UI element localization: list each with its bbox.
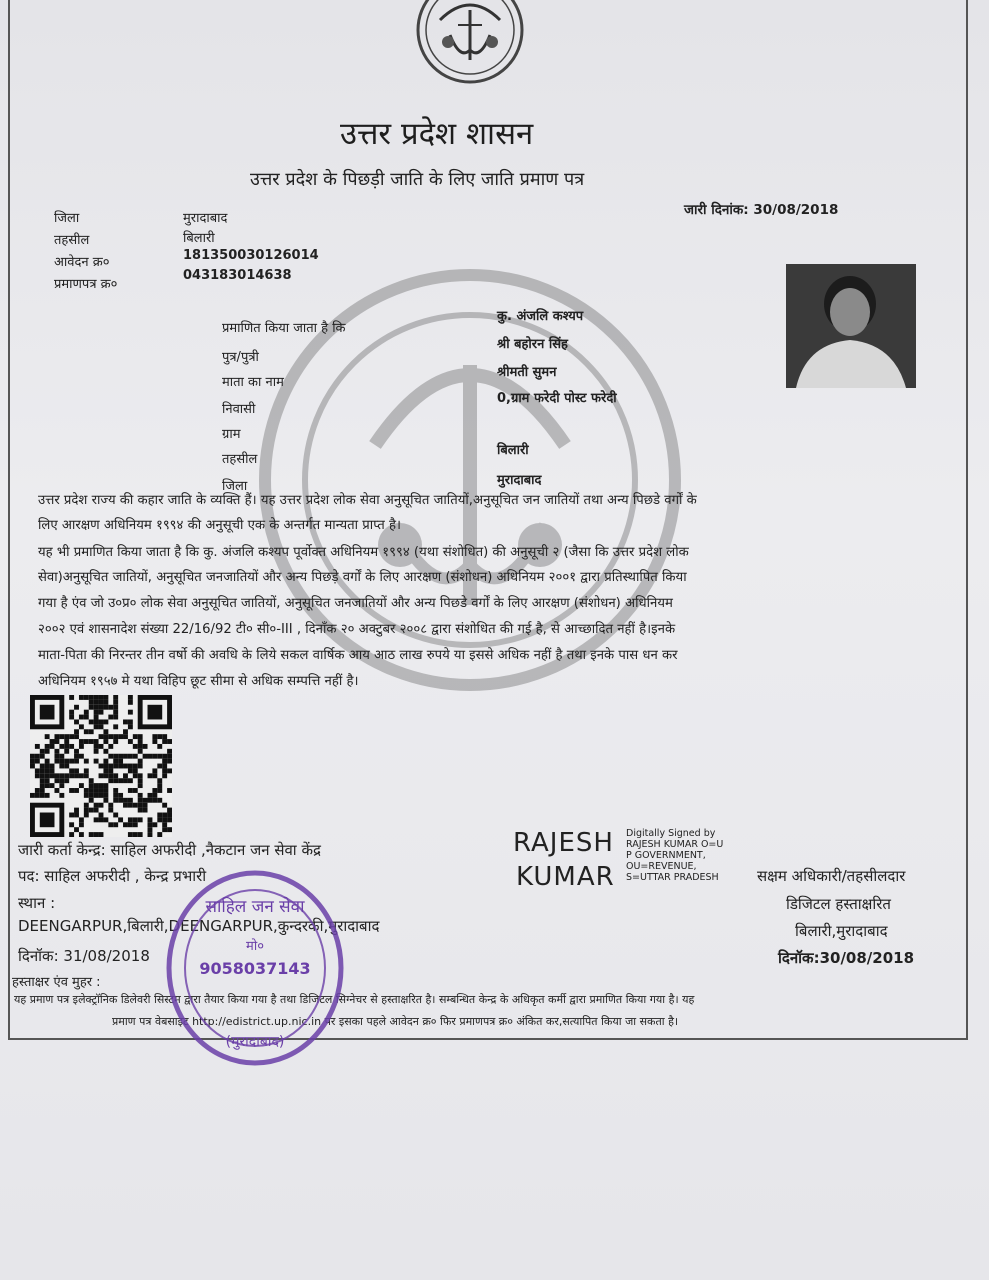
digital-sig-line: RAJESH KUMAR O=U — [626, 839, 724, 850]
body-line-4: सेवा)अनुसूचित जातियों, अनुसूचित जनजातियों और अन्य पिछड़े वर्गों के लिए आरक्षण (संशोधन) अधिनियम २००१ द्वारा प्रतिस्थापित किया — [38, 570, 687, 585]
footer-line-2: प्रमाण पत्र वेबसाइट http://edistrict.up.nic.in पर इसका पहले आवेदन क्र० फिर प्रमाणपत्र क्र० अंकित कर,सत्यापित किया जा सकता है। — [112, 1015, 679, 1028]
body-line-6: २००२ एवं शासनादेश संख्या 22/16/92 टी० सी०-III , दिनॉंक २० अक्टुबर २००८ द्वारा संशोधित की गई है, से आच्छादित नहीं है।इनके — [38, 622, 676, 637]
mother-name: श्रीमती सुमन — [497, 365, 557, 380]
centre-seal-stamp — [160, 868, 350, 1078]
stamp-bottom-text: (मुरादाबाद) — [225, 1034, 285, 1050]
tehsil-value: बिलारी — [183, 231, 215, 246]
son-daughter-label: पुत्र/पुत्री — [222, 350, 259, 365]
digital-sig-line: P GOVERNMENT, — [626, 850, 706, 861]
person-district-value: मुरादाबाद — [497, 473, 542, 488]
applicant-photo — [786, 264, 916, 388]
stamp-mobile: 9058037143 — [199, 959, 311, 978]
authority-date: दिनॉक:30/08/2018 — [778, 949, 915, 967]
body-line-5: गया है एंव जो उ०प्र० लोक सेवा अनुसूचित जातियों, अनुसूचित जनजातियों और अन्य पिछडे वर्गों के लिए आरक्षण (संशोधन) अधिनियम — [38, 596, 673, 611]
body-line-3: यह भी प्रमाणित किया जाता है कि कु. अंजलि कश्यप पूर्वोक्त अधिनियम १९९४ (यथा संशोधित) की अनुसूची २ (जैसा कि उत्तर प्रदेश लोक — [38, 545, 689, 560]
issuer-date: दिनॉक: 31/08/2018 — [18, 947, 150, 965]
authority-digital: डिजिटल हस्ताक्षरित — [786, 895, 891, 913]
resident-label: निवासी — [222, 402, 256, 417]
footer-line-1: यह प्रमाण पत्र इलेक्ट्रॉनिक डिलेवरी सिस्टम द्वारा तैयार किया गया है तथा डिजिटल सिग्नेचर से हस्ताक्षरित है। सम्बन्धित केन्द्र के अधिकृत कर्मी द्वारा प्रमाणित किया गया है। यह — [14, 993, 695, 1006]
issuer-post: पद: साहिल अफरीदी , केन्द्र प्रभारी — [18, 867, 207, 885]
place-label: स्थान : — [18, 894, 56, 912]
body-line-8: अधिनियम १९५७ मे यथा विहिप छूट सीमा से अधिक सम्पत्ति नहीं है। — [38, 674, 359, 689]
place-value: DEENGARPUR,बिलारी,DEENGARPUR,कुन्दरकी,मुरादाबाद — [18, 917, 380, 935]
signatory-last-name: KUMAR — [516, 862, 615, 892]
certificate-label: प्रमाणपत्र क्र० — [54, 277, 118, 292]
person-district-label: जिला — [222, 479, 248, 494]
up-government-emblem-icon — [410, 0, 530, 90]
page-title: उत्तर प्रदेश शासन — [340, 116, 534, 152]
resident-value: 0,ग्राम फरेदी पोस्ट फरेदी — [497, 391, 617, 406]
applicant-name: कु. अंजलि कश्यप — [497, 309, 584, 324]
authority-designation: सक्षम अधिकारी/तहसीलदार — [757, 867, 906, 885]
district-label: जिला — [54, 211, 80, 226]
signatory-first-name: RAJESH — [513, 828, 614, 858]
stamp-mid-text: मो० — [246, 939, 264, 954]
body-line-1: उत्तर प्रदेश राज्य की कहार जाति के व्यक्ति हैं। यह उत्तर प्रदेश लोक सेवा अनुसूचित जातियों,अनुसूचित जन जातियों तथा अन्य पिछडे वर्गों के — [38, 493, 697, 508]
certificate-number: 043183014638 — [183, 268, 292, 283]
application-label: आवेदन क्र० — [54, 255, 110, 270]
application-number: 181350030126014 — [183, 248, 319, 263]
tehsil-label: तहसील — [54, 233, 90, 248]
issue-date: जारी दिनांक: 30/08/2018 — [684, 202, 839, 218]
village-label: ग्राम — [222, 427, 241, 442]
mother-label: माता का नाम — [222, 375, 284, 390]
digital-sig-line: Digitally Signed by — [626, 828, 716, 839]
digital-sig-line: S=UTTAR PRADESH — [626, 872, 719, 883]
father-name: श्री बहोरन सिंह — [497, 337, 568, 352]
digital-signature-block — [626, 828, 723, 883]
issuing-centre: जारी कर्ता केन्द्र: साहिल अफरीदी ,नैकटान जन सेवा केंद्र — [18, 841, 321, 859]
person-tehsil-label: तहसील — [222, 452, 258, 467]
sign-seal-label: हस्ताक्षर एंव मुहर : — [12, 975, 101, 990]
certified-label: प्रमाणित किया जाता है कि — [222, 321, 346, 336]
person-tehsil-value: बिलारी — [497, 443, 529, 458]
body-line-7: माता-पिता की निरन्तर तीन वर्षो की अवधि के लिये सकल वार्षिक आय आठ लाख रुपये या इससे अधिक नहीं है तथा इनके पास धन कर — [38, 648, 678, 663]
authority-place: बिलारी,मुरादाबाद — [795, 922, 888, 940]
page-subtitle: उत्तर प्रदेश के पिछड़ी जाति के लिए जाति प्रमाण पत्र — [250, 169, 585, 190]
digital-sig-line: OU=REVENUE, — [626, 861, 697, 872]
qr-code — [30, 695, 172, 837]
body-line-2: लिए आरक्षण अधिनियम १९९४ की अनुसूची एक के अन्तर्गत मान्यता प्राप्त है। — [38, 518, 401, 533]
stamp-top-text: साहिल जन सेवा — [205, 897, 305, 917]
district-value: मुरादाबाद — [183, 211, 228, 226]
